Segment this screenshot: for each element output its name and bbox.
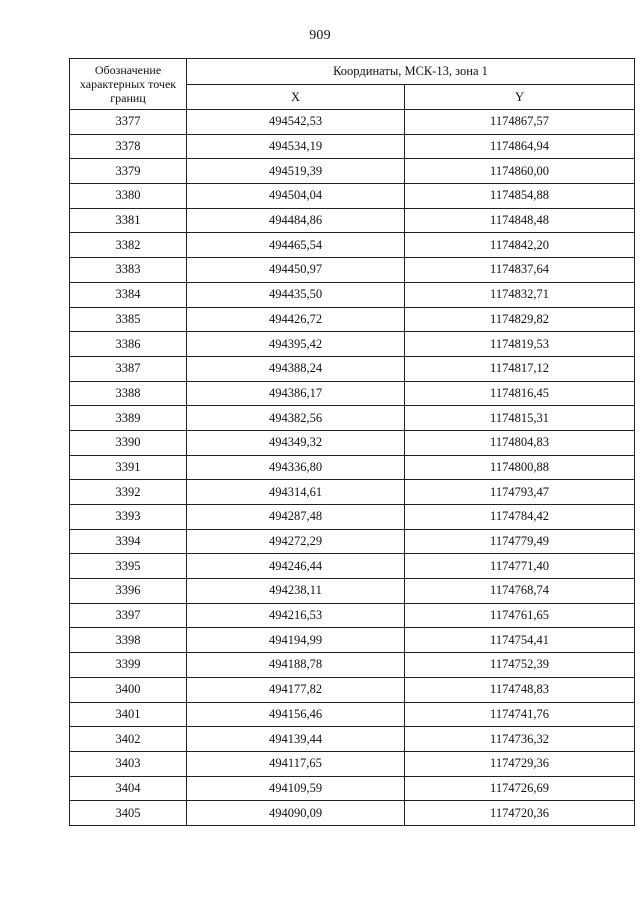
point-id-cell: 3394 bbox=[70, 529, 187, 554]
x-coordinate-cell: 494238,11 bbox=[187, 579, 405, 604]
x-coordinate-cell: 494139,44 bbox=[187, 727, 405, 752]
table-row bbox=[70, 258, 635, 283]
table-row bbox=[70, 430, 635, 455]
x-coordinate-cell: 494388,24 bbox=[187, 356, 405, 381]
table-row bbox=[70, 751, 635, 776]
y-coordinate-cell: 1174752,39 bbox=[405, 653, 635, 678]
point-id-cell: 3393 bbox=[70, 505, 187, 530]
point-id-cell: 3385 bbox=[70, 307, 187, 332]
x-coordinate-cell: 494542,53 bbox=[187, 110, 405, 135]
point-id-cell: 3387 bbox=[70, 356, 187, 381]
table-row bbox=[70, 134, 635, 159]
table-body bbox=[70, 110, 635, 826]
x-coordinate-cell: 494109,59 bbox=[187, 776, 405, 801]
x-coordinate-cell: 494426,72 bbox=[187, 307, 405, 332]
y-coordinate-cell: 1174864,94 bbox=[405, 134, 635, 159]
point-id-cell: 3403 bbox=[70, 751, 187, 776]
y-coordinate-cell: 1174816,45 bbox=[405, 381, 635, 406]
table-row bbox=[70, 727, 635, 752]
table-row bbox=[70, 307, 635, 332]
x-coordinate-cell: 494216,53 bbox=[187, 603, 405, 628]
point-id-cell: 3400 bbox=[70, 677, 187, 702]
table-row bbox=[70, 653, 635, 678]
x-coordinate-cell: 494349,32 bbox=[187, 430, 405, 455]
x-coordinate-cell: 494272,29 bbox=[187, 529, 405, 554]
point-id-cell: 3405 bbox=[70, 801, 187, 826]
table-row bbox=[70, 406, 635, 431]
table-row bbox=[70, 356, 635, 381]
y-coordinate-cell: 1174860,00 bbox=[405, 159, 635, 184]
y-coordinate-cell: 1174726,69 bbox=[405, 776, 635, 801]
point-id-cell: 3398 bbox=[70, 628, 187, 653]
point-id-cell: 3389 bbox=[70, 406, 187, 431]
y-coordinate-cell: 1174837,64 bbox=[405, 258, 635, 283]
y-coordinate-cell: 1174819,53 bbox=[405, 332, 635, 357]
point-id-cell: 3384 bbox=[70, 282, 187, 307]
x-coordinate-cell: 494336,80 bbox=[187, 455, 405, 480]
point-id-cell: 3377 bbox=[70, 110, 187, 135]
table-header-row bbox=[70, 59, 635, 85]
table-row bbox=[70, 776, 635, 801]
point-id-cell: 3401 bbox=[70, 702, 187, 727]
y-coordinate-cell: 1174761,65 bbox=[405, 603, 635, 628]
table-row bbox=[70, 702, 635, 727]
y-coordinate-cell: 1174832,71 bbox=[405, 282, 635, 307]
y-coordinate-cell: 1174817,12 bbox=[405, 356, 635, 381]
point-id-cell: 3382 bbox=[70, 233, 187, 258]
table-row bbox=[70, 208, 635, 233]
x-coordinate-cell: 494177,82 bbox=[187, 677, 405, 702]
y-coordinate-cell: 1174867,57 bbox=[405, 110, 635, 135]
x-coordinate-cell: 494386,17 bbox=[187, 381, 405, 406]
table-row bbox=[70, 282, 635, 307]
point-id-cell: 3402 bbox=[70, 727, 187, 752]
x-coordinate-cell: 494246,44 bbox=[187, 554, 405, 579]
y-coordinate-cell: 1174804,83 bbox=[405, 430, 635, 455]
y-coordinate-cell: 1174741,76 bbox=[405, 702, 635, 727]
y-coordinate-cell: 1174854,88 bbox=[405, 184, 635, 209]
point-id-cell: 3379 bbox=[70, 159, 187, 184]
table-row bbox=[70, 579, 635, 604]
x-coordinate-cell: 494194,99 bbox=[187, 628, 405, 653]
coordinates-group-header: Координаты, МСК-13, зона 1 bbox=[187, 59, 635, 85]
y-coordinate-cell: 1174815,31 bbox=[405, 406, 635, 431]
x-coordinate-cell: 494435,50 bbox=[187, 282, 405, 307]
y-coordinate-cell: 1174793,47 bbox=[405, 480, 635, 505]
page-number: 909 bbox=[309, 28, 331, 43]
x-coordinate-cell: 494504,04 bbox=[187, 184, 405, 209]
x-coordinate-cell: 494465,54 bbox=[187, 233, 405, 258]
y-coordinate-cell: 1174720,36 bbox=[405, 801, 635, 826]
table-row bbox=[70, 505, 635, 530]
table-row bbox=[70, 233, 635, 258]
point-id-cell: 3397 bbox=[70, 603, 187, 628]
y-coordinate-cell: 1174729,36 bbox=[405, 751, 635, 776]
table-row bbox=[70, 455, 635, 480]
x-coordinate-cell: 494117,65 bbox=[187, 751, 405, 776]
point-id-cell: 3396 bbox=[70, 579, 187, 604]
x-coordinate-cell: 494450,97 bbox=[187, 258, 405, 283]
y-coordinate-cell: 1174842,20 bbox=[405, 233, 635, 258]
y-coordinate-cell: 1174779,49 bbox=[405, 529, 635, 554]
y-coordinate-cell: 1174754,41 bbox=[405, 628, 635, 653]
point-id-cell: 3404 bbox=[70, 776, 187, 801]
column-x-header: X bbox=[187, 85, 405, 110]
y-coordinate-cell: 1174736,32 bbox=[405, 727, 635, 752]
table-row bbox=[70, 801, 635, 826]
point-id-cell: 3399 bbox=[70, 653, 187, 678]
y-coordinate-cell: 1174829,82 bbox=[405, 307, 635, 332]
x-coordinate-cell: 494395,42 bbox=[187, 332, 405, 357]
point-id-cell: 3391 bbox=[70, 455, 187, 480]
point-id-cell: 3392 bbox=[70, 480, 187, 505]
point-id-cell: 3381 bbox=[70, 208, 187, 233]
x-coordinate-cell: 494382,56 bbox=[187, 406, 405, 431]
table-row bbox=[70, 332, 635, 357]
x-coordinate-cell: 494534,19 bbox=[187, 134, 405, 159]
y-coordinate-cell: 1174848,48 bbox=[405, 208, 635, 233]
table-row bbox=[70, 628, 635, 653]
y-coordinate-cell: 1174784,42 bbox=[405, 505, 635, 530]
point-id-cell: 3386 bbox=[70, 332, 187, 357]
table-row bbox=[70, 677, 635, 702]
table-row bbox=[70, 554, 635, 579]
point-id-cell: 3383 bbox=[70, 258, 187, 283]
x-coordinate-cell: 494156,46 bbox=[187, 702, 405, 727]
point-id-cell: 3380 bbox=[70, 184, 187, 209]
x-coordinate-cell: 494090,09 bbox=[187, 801, 405, 826]
table-row bbox=[70, 159, 635, 184]
table-row bbox=[70, 480, 635, 505]
y-coordinate-cell: 1174800,88 bbox=[405, 455, 635, 480]
table-row bbox=[70, 110, 635, 135]
table-row bbox=[70, 184, 635, 209]
y-coordinate-cell: 1174771,40 bbox=[405, 554, 635, 579]
point-id-cell: 3378 bbox=[70, 134, 187, 159]
table-row bbox=[70, 603, 635, 628]
point-label-header: Обозначение характерных точек границ bbox=[70, 59, 187, 110]
x-coordinate-cell: 494188,78 bbox=[187, 653, 405, 678]
x-coordinate-cell: 494519,39 bbox=[187, 159, 405, 184]
point-id-cell: 3390 bbox=[70, 430, 187, 455]
x-coordinate-cell: 494314,61 bbox=[187, 480, 405, 505]
x-coordinate-cell: 494287,48 bbox=[187, 505, 405, 530]
table-row bbox=[70, 529, 635, 554]
table-row bbox=[70, 381, 635, 406]
x-coordinate-cell: 494484,86 bbox=[187, 208, 405, 233]
point-id-cell: 3395 bbox=[70, 554, 187, 579]
y-coordinate-cell: 1174748,83 bbox=[405, 677, 635, 702]
column-y-header: Y bbox=[405, 85, 635, 110]
coordinates-table bbox=[69, 58, 635, 826]
point-id-cell: 3388 bbox=[70, 381, 187, 406]
y-coordinate-cell: 1174768,74 bbox=[405, 579, 635, 604]
